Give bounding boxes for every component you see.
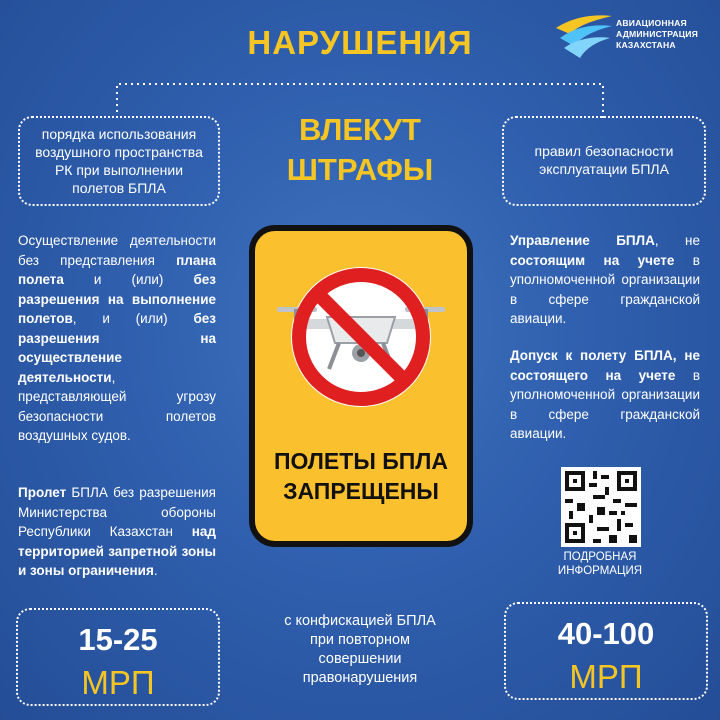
- airspace-violation-text: [20, 125, 218, 197]
- fine-unit: МРП: [81, 664, 155, 701]
- text-segment: , не: [654, 233, 700, 248]
- right-paragraph-2: [510, 346, 700, 444]
- text-line: совершении: [318, 651, 402, 667]
- emphasized-text: над территорией запретной зоны и зоны ограничения: [18, 524, 216, 578]
- text-line: порядка использования: [41, 126, 197, 142]
- rich-text: [510, 233, 700, 326]
- text-line: полетов БПЛА: [72, 180, 166, 196]
- text-segment: .: [153, 563, 158, 578]
- fine-amount: 15-25: [78, 622, 158, 657]
- emphasized-text: состоящим на учете: [510, 252, 675, 268]
- confiscation-note: [250, 612, 470, 688]
- airspace-violation-box: [18, 116, 220, 206]
- penalty-heading-line: ВЛЕКУТ: [299, 112, 421, 147]
- sign-text-line: ПОЛЕТЫ БПЛА: [273, 448, 449, 474]
- text-line: правил безопасности: [534, 143, 674, 159]
- rich-text: [18, 233, 216, 443]
- qr-code[interactable]: [561, 467, 641, 547]
- qr-caption: [535, 550, 665, 578]
- emphasized-text: плана полета: [18, 252, 216, 287]
- qr-caption-line: ПОДРОБНАЯ: [563, 551, 637, 563]
- emphasized-text: Управление БПЛА: [510, 233, 655, 248]
- fine-right-box: [504, 602, 708, 700]
- left-paragraph-2: [18, 483, 216, 581]
- logo-line: КАЗАХСТАНА: [616, 40, 676, 50]
- safety-rules-box: [502, 116, 706, 206]
- rich-text: [510, 348, 700, 441]
- logo-line: АВИАЦИОННАЯ: [616, 18, 687, 28]
- text-segment: в уполномоченной организации в сфере гражданской авиации.: [510, 367, 700, 441]
- emphasized-text: Пролет: [18, 485, 67, 500]
- text-segment: БПЛА без разрешения Министерства обороны Республики Казахстан: [18, 485, 216, 539]
- left-paragraph-1: [18, 231, 216, 446]
- emphasized-text: Допуск к полету БПЛА, не состоящего на учете: [510, 348, 700, 383]
- qr-caption-line: ИНФОРМАЦИЯ: [557, 565, 643, 577]
- logo-line: АДМИНИСТРАЦИЯ: [616, 29, 699, 39]
- sign-text-line: ЗАПРЕЩЕНЫ: [283, 478, 439, 504]
- emphasized-text: без разрешения на осуществление деятельности: [18, 311, 216, 385]
- fine-left-box: [16, 608, 220, 706]
- text-line: эксплуатации БПЛА: [539, 161, 669, 177]
- text-line: с конфискацией БПЛА: [284, 613, 436, 629]
- penalty-heading-line: ШТРАФЫ: [286, 152, 434, 187]
- page-title: НАРУШЕНИЯ: [247, 24, 473, 61]
- penalty-heading: [250, 110, 470, 190]
- text-segment: и (или): [63, 272, 194, 287]
- text-line: при повторном: [310, 632, 410, 648]
- right-paragraph-1: [510, 231, 700, 329]
- no-drone-sign: [249, 225, 473, 547]
- text-segment: , представляющей угрозу безопасности полетов воздушных судов.: [18, 369, 216, 443]
- text-segment: , и (или): [72, 311, 194, 326]
- text-line: РК при выполнении: [54, 162, 184, 178]
- text-line: правонарушения: [302, 670, 418, 686]
- safety-rules-text: [504, 142, 704, 178]
- emphasized-text: без разрешения на выполнение полетов: [18, 272, 216, 326]
- text-line: воздушного пространства: [35, 144, 203, 160]
- rich-text: [18, 485, 216, 578]
- text-segment: в уполномоченной организации в сфере гражданской авиации.: [510, 252, 700, 326]
- no-drone-icon: [263, 249, 459, 425]
- text-segment: Осуществление деятельности без представления: [18, 233, 216, 268]
- fine-amount: 40-100: [557, 616, 655, 651]
- fine-unit: МРП: [569, 658, 643, 695]
